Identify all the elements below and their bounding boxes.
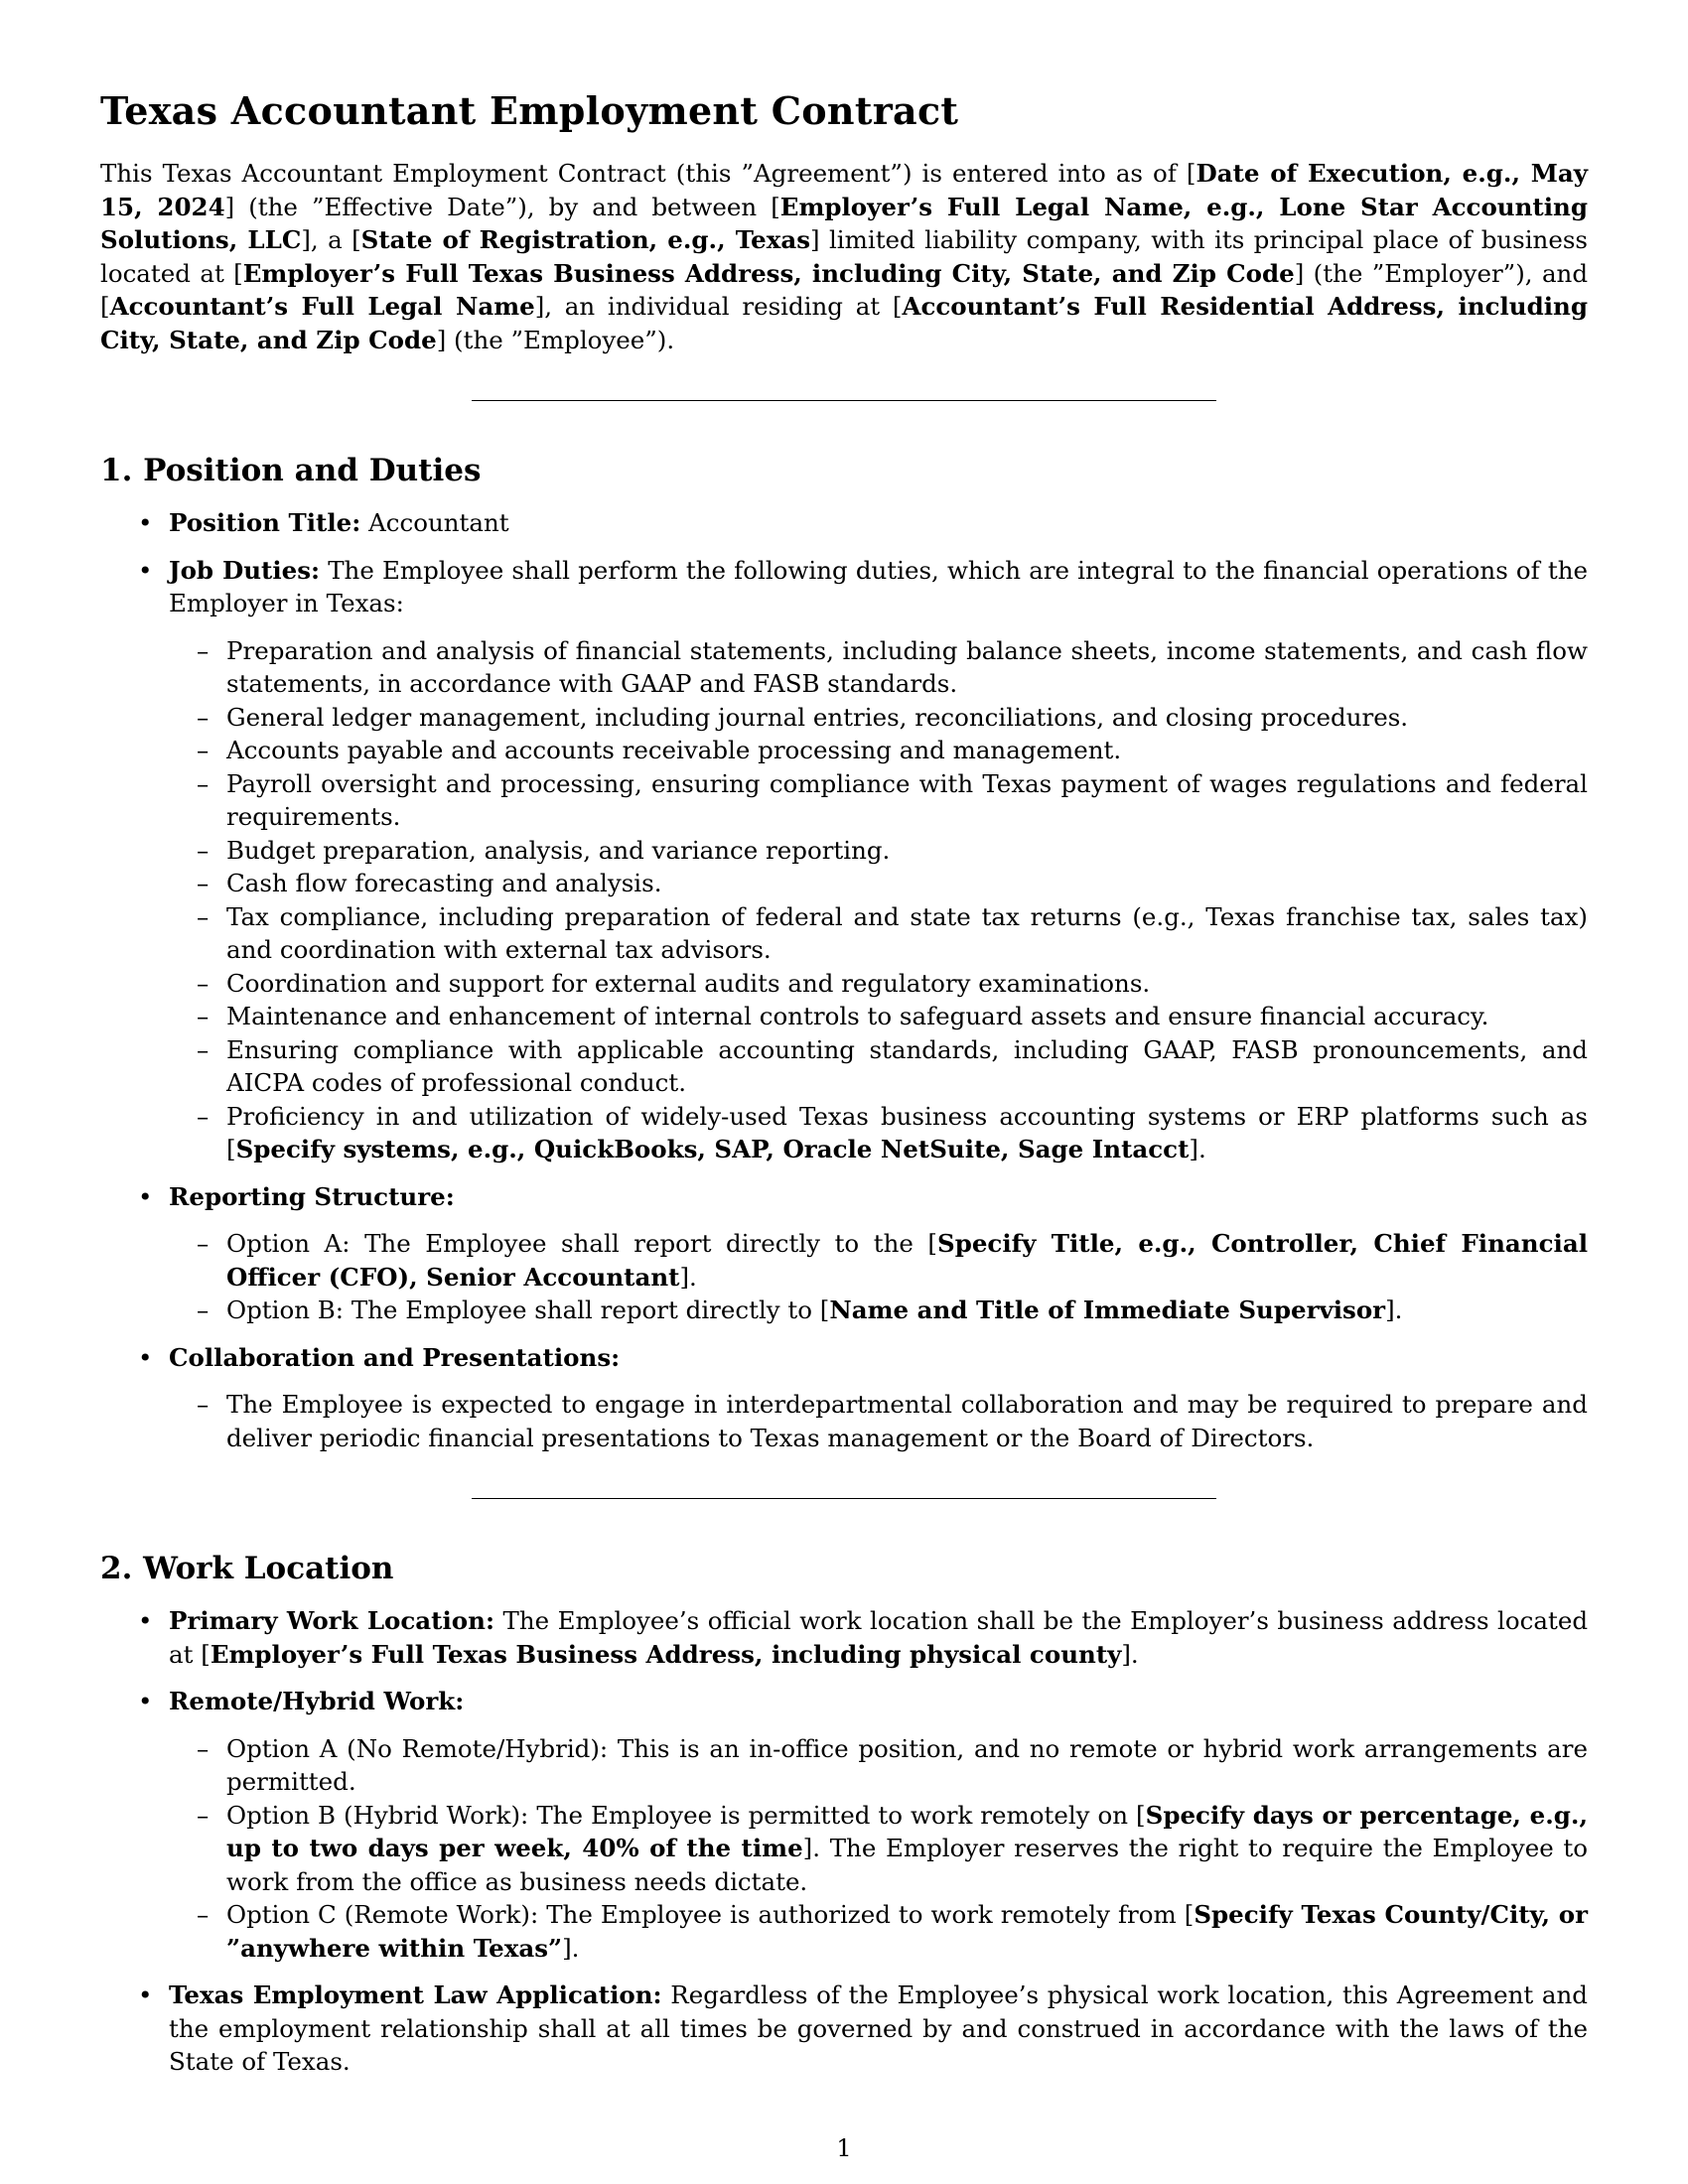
page-number: 1 (836, 2134, 852, 2162)
sub-list-item: – Budget preparation, analysis, and variance reporting. (167, 834, 1588, 868)
section-work-location (100, 1549, 1588, 2079)
sub-list-item: – General ledger management, including journal entries, reconciliations, and closing procedures. (167, 701, 1588, 735)
placeholder-field: Date of Execution, e.g., May 15, 2024 (100, 159, 1588, 221)
sub-list-item: – Coordination and support for external audits and regulatory examinations. (167, 967, 1588, 1001)
placeholder-field: Accountant’s Full Legal Name (109, 292, 535, 321)
section-divider (472, 400, 1216, 401)
sub-list-item: – Preparation and analysis of financial statements, including balance sheets, income statements, and cash flow statements, in accordance with GAAP and FASB standards. (167, 634, 1588, 701)
sub-list-item: – Option C (Remote Work): The Employee is authorized to work remotely from [Specify Texas County/City, or ”anywhere within Texas”]. (167, 1898, 1588, 1965)
bullet-item: • Position Title: Accountant (100, 506, 1588, 540)
sub-list-item: – Payroll oversight and processing, ensuring compliance with Texas payment of wages regulations and federal requirements. (167, 767, 1588, 834)
placeholder-field: State of Registration, e.g., Texas (360, 225, 811, 254)
bullet-label: Position Title: (169, 508, 361, 537)
sub-list-item: – Ensuring compliance with applicable accounting standards, including GAAP, FASB pronouncements, and AICPA codes of professional conduct. (167, 1033, 1588, 1100)
sub-list-item: – Option B (Hybrid Work): The Employee is permitted to work remotely on [Specify days or percentage, e.g., up to two days per week, 40% of the time]. The Employer reserves the right to require the Employee to work from the office as business needs dictate. (167, 1799, 1588, 1899)
bullet-label: Texas Employment Law Application: (169, 1980, 662, 2009)
bullet-label: Collaboration and Presentations: (169, 1342, 621, 1372)
bullet-label: Remote/Hybrid Work: (169, 1687, 465, 1715)
placeholder-field: Employer’s Full Texas Business Address, including City, State, and Zip Code (242, 258, 1295, 288)
sub-list-item: – Tax compliance, including preparation of federal and state tax returns (e.g., Texas franchise tax, sales tax) and coordination with external tax advisors. (167, 900, 1588, 967)
placeholder-field: Specify systems, e.g., QuickBooks, SAP, Oracle NetSuite, Sage Intacct (235, 1135, 1190, 1163)
bullet-item (100, 1180, 1588, 1327)
section-divider (472, 1498, 1216, 1499)
intro-paragraph: This Texas Accountant Employment Contract (this ”Agreement”) is entered into as of [Date of Execution, e.g., May 15, 2024] (the ”Effective Date”), by and between [Employer’s Full Legal Name, e.g., Lone Star Accounting Solutions, LLC], a [State of Registration, e.g., Texas] limited liability company, with its principal place of business located at [Employer’s Full Texas Business Address, including City, State, and Zip Code] (the ”Employer”), and [Accountant’s Full Legal Name], an individual residing at [Accountant’s Full Residential Address, including City, State, and Zip Code] (the ”Employee”). (100, 159, 1589, 354)
bullet-label: Job Duties: (169, 555, 321, 585)
sub-list-item: – Option A (No Remote/Hybrid): This is an in-office position, and no remote or hybrid work arrangements are permitted. (167, 1732, 1588, 1799)
placeholder-field: Employer’s Full Texas Business Address, including physical county (210, 1639, 1122, 1669)
bullet-item: • Job Duties: The Employee shall perform the following duties, which are integral to the financial operations of the Employer in Texas: – Preparation and analysis of financial statements, including balance sheets, income statements, and cash flow statements, in accordance with GAAP and FASB standards. – General ledger management, including journal entries, reconciliations, and closing procedures. – Accounts payable and accounts receivable processing and management. – Payroll oversight and processing, ensuring compliance with Texas payment of wages regulations and federal requirements. – Budget preparation, analysis, and variance reporting. – Cash flow forecasting and analysis. – Tax compliance, including preparation of federal and state tax returns (e.g., Texas franchise tax, sales tax) and coordination with external tax advisors. – Coordination and support for external audits and regulatory examinations. – Maintenance and enhancement of internal controls to safeguard assets and ensure financial accuracy. – Ensuring compliance with applicable accounting standards, including GAAP, FASB pronouncements, and AICPA codes of professional conduct. – Proficiency in and utilization of widely-used Texas business accounting systems or ERP platforms such as [Specify systems, e.g., QuickBooks, SAP, Oracle NetSuite, Sage Intacct]. (100, 554, 1588, 1166)
sub-list-item: – Proficiency in and utilization of widely-used Texas business accounting systems or ERP platforms such as [Specify systems, e.g., QuickBooks, SAP, Oracle NetSuite, Sage Intacct]. (167, 1100, 1588, 1166)
sub-list (169, 634, 1588, 1166)
sub-list-item: – Accounts payable and accounts receivable processing and management. (167, 734, 1588, 767)
bullet-item (100, 1685, 1588, 1965)
sub-list-item: – Cash flow forecasting and analysis. (167, 867, 1588, 900)
document-body (100, 87, 1588, 2093)
sub-list-item: – The Employee is expected to engage in interdepartmental collaboration and may be required to prepare and deliver periodic financial presentations to Texas management or the Board of Directors. (167, 1388, 1588, 1454)
sub-list (169, 1732, 1588, 1966)
placeholder-field: Name and Title of Immediate Supervisor (829, 1296, 1386, 1324)
section-position-and-duties (100, 451, 1588, 1454)
bullet-item: • Primary Work Location: The Employee’s official work location shall be the Employer’s business address located at [Employer’s Full Texas Business Address, including physical county]. (100, 1604, 1588, 1671)
bullet-label: Primary Work Location: (169, 1606, 495, 1635)
sub-list (169, 1227, 1588, 1327)
bullet-label: Reporting Structure: (169, 1181, 455, 1211)
sub-list (169, 1388, 1588, 1454)
bullet-item: • Texas Employment Law Application: Regardless of the Employee’s physical work location, this Agreement and the employment relationship shall at all times be governed by and construed in accordance with the laws of the State of Texas. (100, 1979, 1588, 2079)
sub-list-item: – Maintenance and enhancement of internal controls to safeguard assets and ensure financial accuracy. (167, 1000, 1588, 1033)
section-heading: 2. Work Location (100, 1551, 394, 1586)
placeholder-field: Specify days or percentage, e.g., up to two days per week, 40% of the time (226, 1800, 1588, 1862)
bullet-item (100, 1341, 1588, 1455)
placeholder-field: Specify Texas County/City, or ”anywhere within Texas” (226, 1900, 1589, 1963)
bullet-list (100, 1604, 1588, 2079)
sub-list-item: – Option A: The Employee shall report directly to the [Specify Title, e.g., Controller, Chief Financial Officer (CFO), Senior Accountant]. (167, 1227, 1588, 1294)
section-heading: 1. Position and Duties (100, 453, 482, 488)
sub-list-item: – Option B: The Employee shall report directly to [Name and Title of Immediate Supervisor]. (167, 1294, 1588, 1327)
placeholder-field: Specify Title, e.g., Controller, Chief Financial Officer (CFO), Senior Accountant (226, 1229, 1588, 1292)
bullet-list (100, 506, 1588, 1454)
placeholder-field: Employer’s Full Legal Name, e.g., Lone Star Accounting Solutions, LLC (100, 192, 1589, 254)
document-title: Texas Accountant Employment Contract (100, 88, 959, 133)
placeholder-field: Accountant’s Full Residential Address, including City, State, and Zip Code (100, 292, 1588, 354)
